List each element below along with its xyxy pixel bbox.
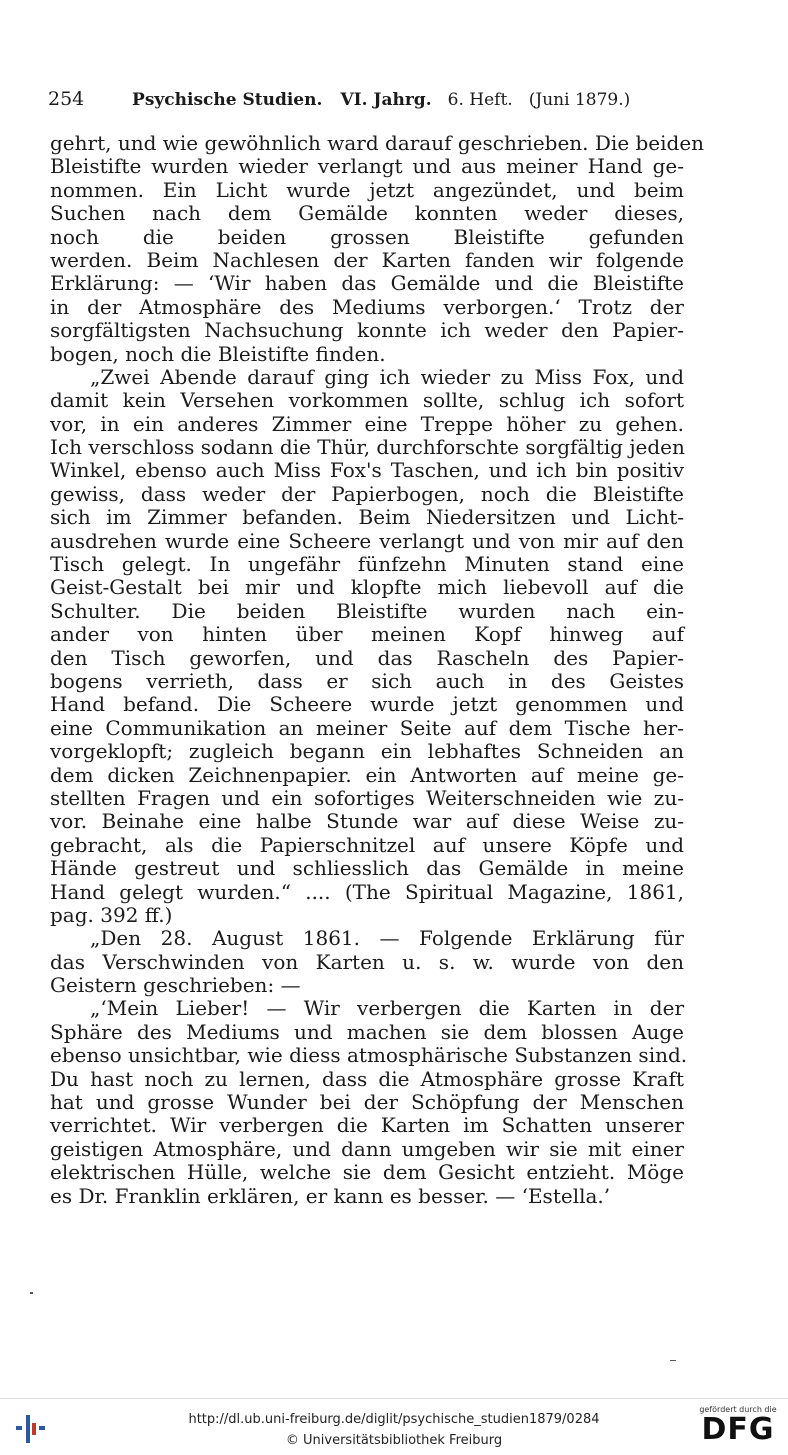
- text-line: gehrt, und wie gewöhnlich ward darauf geschrieben. Die beiden: [50, 131, 705, 155]
- text-line: sorgfältigsten Nachsuchung konnte ich weder den Papier-: [50, 318, 684, 343]
- text-line: Hand befand. Die Scheere wurde jetzt genommen und: [50, 692, 684, 717]
- dfg-logo: DFG: [701, 1412, 775, 1447]
- text-line: noch die beiden grossen Bleistifte gefunden: [50, 224, 684, 249]
- text-line: in der Atmosphäre des Mediums verborgen.‘ Trotz der: [50, 294, 684, 319]
- text-line: Geist-Gestalt bei mir und klopfte mich liebevoll auf die: [50, 575, 684, 600]
- dfg-caption: gefördert durch die: [699, 1405, 777, 1414]
- text-line: vor. Beinahe eine halbe Stunde war auf diese Weise zu-: [50, 809, 684, 834]
- text-line: Winkel, ebenso auch Miss Fox's Taschen, und ich bin positiv: [50, 458, 684, 483]
- text-line: gewiss, dass weder der Papierbogen, noch die Bleistifte: [50, 481, 684, 506]
- text-line: geistigen Atmosphäre, und dann umgeben wir sie mit einer: [50, 1136, 684, 1161]
- text-line: Suchen nach dem Gemälde konnten weder dieses,: [50, 201, 684, 226]
- text-line: hat und grosse Wunder bei der Schöpfung der Menschen: [50, 1090, 684, 1115]
- text-line: sich im Zimmer befanden. Beim Niedersitzen und Licht-: [50, 505, 684, 530]
- text-line: Hände gestreut und schliesslich das Gemälde in meine: [50, 856, 684, 881]
- body-text: [50, 131, 705, 1208]
- text-line: ausdrehen wurde eine Scheere verlangt und von mir auf den: [50, 528, 684, 553]
- text-line: das Verschwinden von Karten u. s. w. wurde von den: [50, 949, 684, 974]
- text-line: Schulter. Die beiden Bleistifte wurden nach ein-: [50, 598, 684, 623]
- text-line: werden. Beim Nachlesen der Karten fanden wir folgende: [50, 247, 684, 272]
- text-line: Sphäre des Mediums und machen sie dem blossen Auge: [50, 1019, 684, 1044]
- text-line: den Tisch geworfen, und das Rascheln des Papier-: [50, 645, 684, 670]
- text-line: Hand gelegt wurden.“ .... (The Spiritual Magazine, 1861,: [50, 879, 684, 904]
- text-line: „Zwei Abende darauf ging ich wieder zu Miss Fox, und: [90, 364, 684, 389]
- issue-date: (Juni 1879.): [528, 90, 631, 110]
- permalink-url[interactable]: http://dl.ub.uni-freiburg.de/diglit/psychische_studien1879/0284: [188, 1412, 600, 1427]
- text-line: Ich verschloss sodann die Thür, durchforschte sorgfältig jeden: [50, 435, 685, 460]
- running-title: Psychische Studien.: [132, 90, 323, 110]
- text-line: dem dicken Zeichnenpapier. ein Antworten auf meine ge-: [50, 762, 684, 787]
- text-line: „‘Mein Lieber! — Wir verbergen die Karten in der: [90, 996, 684, 1021]
- page-number: 254: [48, 88, 85, 110]
- text-line: ander von hinten über meinen Kopf hinweg auf: [50, 622, 684, 647]
- text-line: bogen, noch die Bleistifte finden.: [50, 341, 386, 366]
- dfg-funding-badge: [696, 1405, 780, 1451]
- volume-label: VI. Jahrg.: [340, 90, 432, 110]
- text-line: Du hast noch zu lernen, dass die Atmosphäre grosse Kraft: [50, 1066, 684, 1091]
- scan-speck: [30, 1292, 33, 1294]
- viewer-footer: [0, 1398, 788, 1455]
- text-line: Bleistifte wurden wieder verlangt und aus meiner Hand ge-: [50, 154, 684, 179]
- text-line: vor, in ein anderes Zimmer eine Treppe höher zu gehen.: [50, 411, 684, 436]
- text-line: es Dr. Franklin erklären, er kann es besser. — ‘Estella.’: [50, 1183, 611, 1208]
- text-line: verrichtet. Wir verbergen die Karten im Schatten unserer: [50, 1113, 684, 1138]
- text-line: vorgeklopft; zugleich begann ein lebhaftes Schneiden an: [50, 739, 684, 764]
- page-header: [48, 88, 648, 111]
- text-line: „Den 28. August 1861. — Folgende Erklärung für: [90, 926, 684, 951]
- text-line: elektrischen Hülle, welche sie dem Gesicht entzieht. Möge: [50, 1160, 684, 1185]
- text-line: bogens verrieth, dass er sich auch in des Geistes: [50, 668, 684, 693]
- text-line: nommen. Ein Licht wurde jetzt angezündet, und beim: [50, 177, 684, 202]
- text-line: eine Communikation an meiner Seite auf dem Tische her-: [50, 715, 684, 740]
- text-line: stellten Fragen und ein sofortiges Weiterschneiden wie zu-: [50, 785, 684, 810]
- text-line: gebracht, als die Papierschnitzel auf unsere Köpfe und: [50, 832, 684, 857]
- text-line: ebenso unsichtbar, wie diess atmosphärische Substanzen sind.: [50, 1043, 688, 1068]
- text-line: Geistern geschrieben: —: [50, 973, 301, 998]
- text-line: pag. 392 ff.): [50, 902, 173, 927]
- text-line: Erklärung: — ‘Wir haben das Gemälde und die Bleistifte: [50, 271, 684, 296]
- scan-speck: [670, 1360, 676, 1361]
- text-line: damit kein Versehen vorkommen sollte, schlug ich sofort: [50, 388, 684, 413]
- text-line: Tisch gelegt. In ungefähr fünfzehn Minuten stand eine: [50, 552, 684, 577]
- issue-label: 6. Heft.: [447, 90, 513, 110]
- copyright-notice: © Universitätsbibliothek Freiburg: [285, 1433, 503, 1448]
